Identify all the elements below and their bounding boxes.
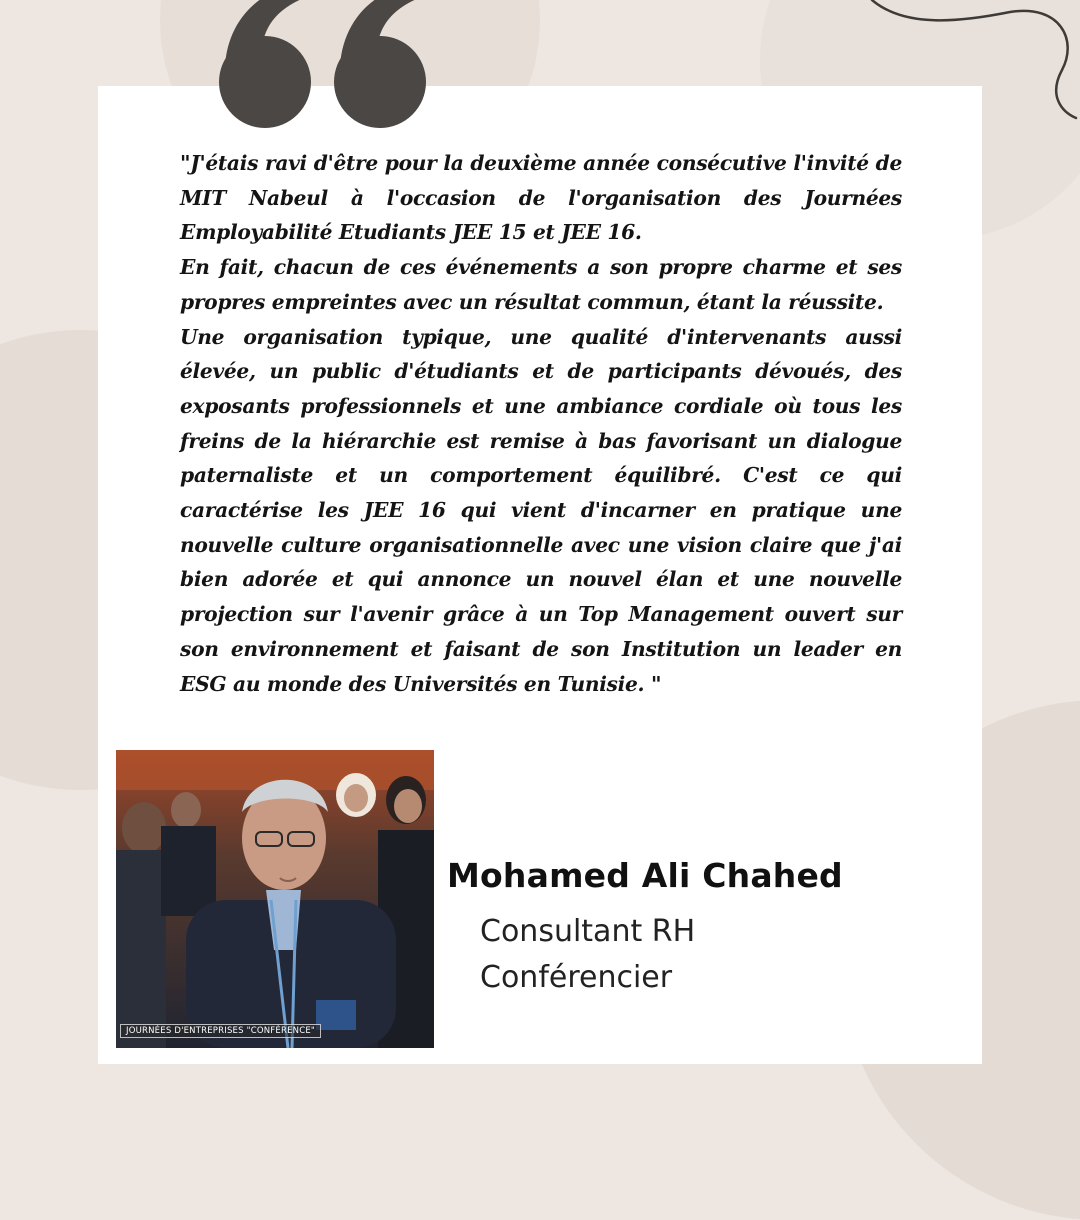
- testimonial-quote: [180, 146, 902, 701]
- quote-paragraph: Une organisation typique, une qualité d'intervenants aussi élevée, un public d'étudiants et de participants dévoués, des exposants professionnels et une ambiance cordiale où tous les freins de la hiérarchie est remise à bas favorisant un dialogue paternaliste et un comportement équilibré. C'est ce qui caractérise les JEE 16 qui vient d'incarner en pratique une nouvelle culture organisationnelle avec une vision claire que j'ai bien adorée et qui annonce un nouvel élan et une nouvelle projection sur l'avenir grâce à un Top Management ouvert sur son environnement et faisant de son Institution un leader en ESG au monde des Universités en Tunisie. ": [180, 324, 902, 696]
- speaker-photo-illustration: [116, 750, 434, 1048]
- speaker-name: Mohamed Ali Chahed: [447, 856, 843, 895]
- speaker-role: Conférencier: [480, 960, 673, 995]
- photo-caption: JOURNÉES D'ENTREPRISES "CONFÉRENCE": [120, 1024, 321, 1038]
- quote-paragraph: En fait, chacun de ces événements a son propre charme et ses propres empreintes avec un résultat commun, étant la réussite.: [180, 255, 902, 314]
- opening-double-quote-icon: [210, 0, 450, 134]
- speaker-role: Consultant RH: [480, 914, 696, 949]
- quote-paragraph: "J'étais ravi d'être pour la deuxième année consécutive l'invité de MIT Nabeul à l'occasion de l'organisation des Journées Employabilité Etudiants JEE 15 et JEE 16.: [180, 151, 902, 245]
- speaker-photo: [116, 750, 434, 1048]
